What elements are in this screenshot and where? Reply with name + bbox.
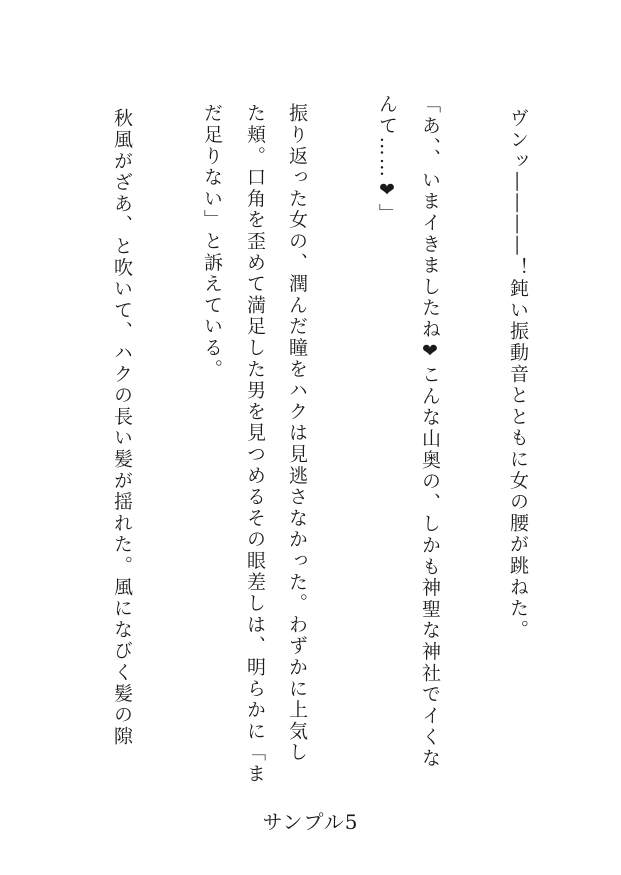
text-column-7: 秋風がざあ、と吹いて、ハクの長い髪が揺れた。風になびく髪の隙	[111, 108, 133, 747]
text-column-5: た頬。口角を歪めて満足した男を見つめるその眼差しは、明らかに「ま	[244, 103, 266, 785]
text-column-2: 「あ、、いまイきましたね❤こんな山奥の、しかも神聖な神社でイくな	[419, 94, 441, 770]
page-caption: サンプル5	[262, 810, 359, 834]
text-column-6: だ足りない」と訴えている。	[201, 103, 223, 380]
text-column-3: んて……❤」	[376, 94, 398, 225]
text-column-4: 振り返った女の、潤んだ瞳をハクは見逃さなかった。わずかに上気し	[286, 103, 308, 764]
text-column-1: ヴンッ――――！鈍い振動音とともに女の腰が跳ねた。	[507, 108, 529, 641]
